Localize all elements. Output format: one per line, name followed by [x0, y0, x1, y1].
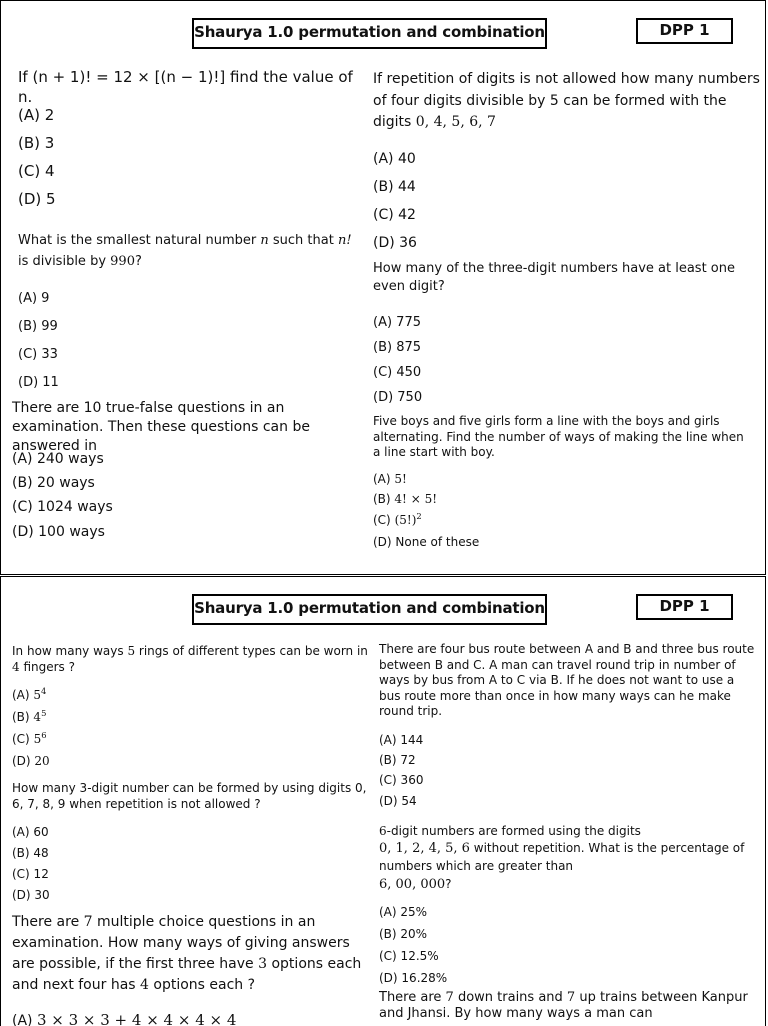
- option-d: (D) 5: [18, 190, 56, 208]
- option-d: (D) 54: [379, 794, 417, 808]
- option-c: (C) 4: [18, 162, 55, 180]
- question-text: How many of the three-digit numbers have at least one even digit?: [373, 261, 735, 294]
- dpp-label: DPP 1: [636, 594, 733, 620]
- option-d: (D) 20: [12, 754, 50, 768]
- option-d: (D) 750: [373, 390, 423, 405]
- option-a: (A) 9: [18, 291, 50, 306]
- option-a: (A) 60: [12, 825, 49, 839]
- option-d: (D) 16.28%: [379, 971, 448, 985]
- option-a: (A) 25%: [379, 905, 428, 919]
- option-b: (B) $4^5$: [12, 708, 47, 724]
- option-c: (C) 12: [12, 867, 49, 881]
- question-text: There are 7 multiple choice questions in an examination. How many ways of giving answers are possible, if the first three have 3 options each and next four has 4 options each ?: [12, 914, 362, 993]
- option-b: (B) 4! × 5!: [373, 492, 438, 506]
- option-c: (C) 450: [373, 365, 422, 380]
- option-c: (C) 12.5%: [379, 949, 439, 963]
- question-text: There are 10 true-false questions in an examination. Then these questions can be answered in: [12, 400, 310, 454]
- option-b: (B) 44: [373, 179, 416, 195]
- option-c: (C) $(5!)^2$: [373, 511, 422, 527]
- option-a: (A) 144: [379, 733, 424, 747]
- question-text: Five boys and five girls form a line with the boys and girls alternating. Find the number of ways of making the line when a line start with boy.: [373, 414, 744, 460]
- question-text: If repetition of digits is not allowed how many numbers of four digits divisible by 5 can be formed with the digits 0, 4, 5, 6, 7: [373, 71, 760, 131]
- option-a: (A) $5^4$: [12, 686, 47, 702]
- option-c: (C) $5^6$: [12, 730, 47, 746]
- option-b: (B) 72: [379, 753, 416, 767]
- worksheet-page-2: [0, 576, 766, 1026]
- page-title: Shaurya 1.0 permutation and combination: [192, 18, 547, 49]
- option-d: (D) 36: [373, 235, 417, 251]
- page-title: Shaurya 1.0 permutation and combination: [192, 594, 547, 625]
- option-b: (B) 20 ways: [12, 475, 95, 491]
- option-a: (A) 3 × 3 × 3 + 4 × 4 × 4 × 4: [12, 1011, 237, 1026]
- option-c: (C) 42: [373, 207, 416, 223]
- option-b: (B) 3: [18, 134, 55, 152]
- option-d: (D) 30: [12, 888, 50, 902]
- option-b: (B) 875: [373, 340, 422, 355]
- option-d: (D) None of these: [373, 535, 480, 549]
- question-text: If (n + 1)! = 12 × [(n − 1)!] find the value of n.: [18, 68, 353, 107]
- question-text: There are 7 down trains and 7 up trains between Kanpur and Jhansi. By how many ways a man can: [379, 990, 748, 1022]
- option-a: (A) 240 ways: [12, 451, 104, 467]
- option-a: (A) 775: [373, 315, 421, 330]
- dpp-label: DPP 1: [636, 18, 733, 44]
- option-a: (A) 2: [18, 106, 55, 124]
- option-c: (C) 33: [18, 347, 58, 362]
- option-a: (A) 5!: [373, 472, 407, 486]
- question-text: How many 3-digit number can be formed by using digits 0, 6, 7, 8, 9 when repetition is not allowed ?: [12, 781, 367, 812]
- question-text: 6-digit numbers are formed using the digits 0, 1, 2, 4, 5, 6 without repetition. What is the percentage of numbers which are greater than 6, 00, 000?: [379, 824, 745, 892]
- question-text: In how many ways 5 rings of different types can be worn in 4 fingers ?: [12, 644, 368, 675]
- question-text: There are four bus route between A and B and three bus route between B and C. A man can travel round trip in number of ways by bus from A to C via B. If he does not want to use a bus route more than once in how many ways can he make round trip.: [379, 642, 755, 719]
- question-text: What is the smallest natural number n such that n! is divisible by 990?: [18, 233, 352, 269]
- option-a: (A) 40: [373, 151, 416, 167]
- option-c: (C) 1024 ways: [12, 499, 113, 515]
- option-b: (B) 99: [18, 319, 58, 334]
- option-d: (D) 11: [18, 375, 59, 390]
- option-b: (B) 20%: [379, 927, 428, 941]
- option-c: (C) 360: [379, 773, 424, 787]
- option-d: (D) 100 ways: [12, 524, 105, 540]
- option-b: (B) 48: [12, 846, 49, 860]
